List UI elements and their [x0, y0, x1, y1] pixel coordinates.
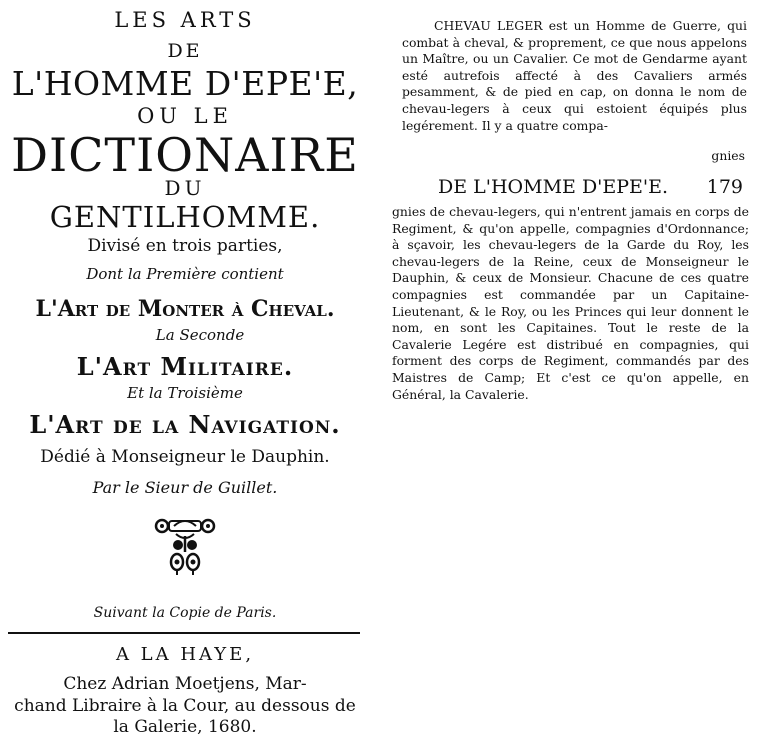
- title-line-1: LES ARTS: [114, 8, 256, 32]
- part-three-title: L'Art de la Navigation.: [29, 410, 341, 439]
- title-page: [0, 0, 370, 746]
- subtitle-third-part-intro: Et la Troisième: [127, 384, 243, 402]
- title-line-3: L'HOMME D'EPE'E,: [11, 64, 359, 103]
- imprint-printer-line-3: la Galerie, 1680.: [113, 717, 257, 737]
- title-line-4: OU LE: [137, 104, 233, 128]
- text-page: [392, 0, 757, 746]
- title-main: DICTIONAIRE: [11, 128, 359, 182]
- dedication: Dédié à Monseigneur le Dauphin.: [40, 447, 330, 467]
- entry-continuation-paragraph: gnies de chevau-legers, qui n'entrent jamais en corps de Regiment, & qu'on appelle, compagnies d'Ordonnance; à sçavoir, les chevau-legers de la Garde du Roy, les chevau-legers de la Reine, ceux de Monseigneur le Dauphin, & ceux de Monsieur. Chacune de ces quatre compagnies est commandée par un Capitaine-Lieutenant, & le Roy, ou les Princes qui leur donnent le nom, en sont les Capitaines. Tout le reste de la Cavalerie Legére est distribué en compagnies, qui forment des corps de Regiment, commandés par des Maistres de Camp; Et c'est ce qu'on appelle, en Général, la Cavalerie.: [392, 204, 749, 402]
- part-two-title: L'Art Militaire.: [76, 352, 294, 381]
- subtitle-second-part-intro: La Seconde: [155, 326, 245, 344]
- imprint-note: Suivant la Copie de Paris.: [93, 605, 277, 621]
- title-line-2: DE: [167, 40, 203, 62]
- imprint-printer-line-2: chand Libraire à la Cour, au dessous de: [14, 696, 356, 716]
- imprint-printer-line-1: Chez Adrian Moetjens, Mar-: [63, 674, 307, 694]
- page-number: 179: [706, 176, 743, 198]
- part-one-title: L'Art de Monter à Cheval.: [35, 296, 335, 322]
- subtitle-divided: Divisé en trois parties,: [87, 236, 283, 256]
- title-line-6: DU: [164, 176, 206, 200]
- subtitle-first-part-intro: Dont la Première contient: [86, 265, 284, 283]
- divider-rule: [8, 632, 360, 634]
- printers-ornament-icon: [150, 512, 220, 576]
- title-line-7: GENTILHOMME.: [49, 200, 321, 234]
- author-line: Par le Sieur de Guillet.: [92, 478, 278, 497]
- catchword: gnies: [711, 148, 745, 163]
- imprint-place: A LA HAYE,: [115, 644, 255, 665]
- running-head-title: DE L'HOMME D'EPE'E.: [438, 176, 669, 198]
- entry-chevau-leger-paragraph: CHEVAU LEGER est un Homme de Guerre, qui combat à cheval, & proprement, ce que nous appelons un Maître, ou un Cavalier. Ce mot de Gendarme ayant esté autrefois affecté à des Cavaliers armés pesamment, & de pied en cap, on donna le nom de chevau-legers à ceux qui estoient équipés plus legérement. Il y a quatre compa-: [402, 18, 747, 133]
- running-head: [438, 176, 743, 198]
